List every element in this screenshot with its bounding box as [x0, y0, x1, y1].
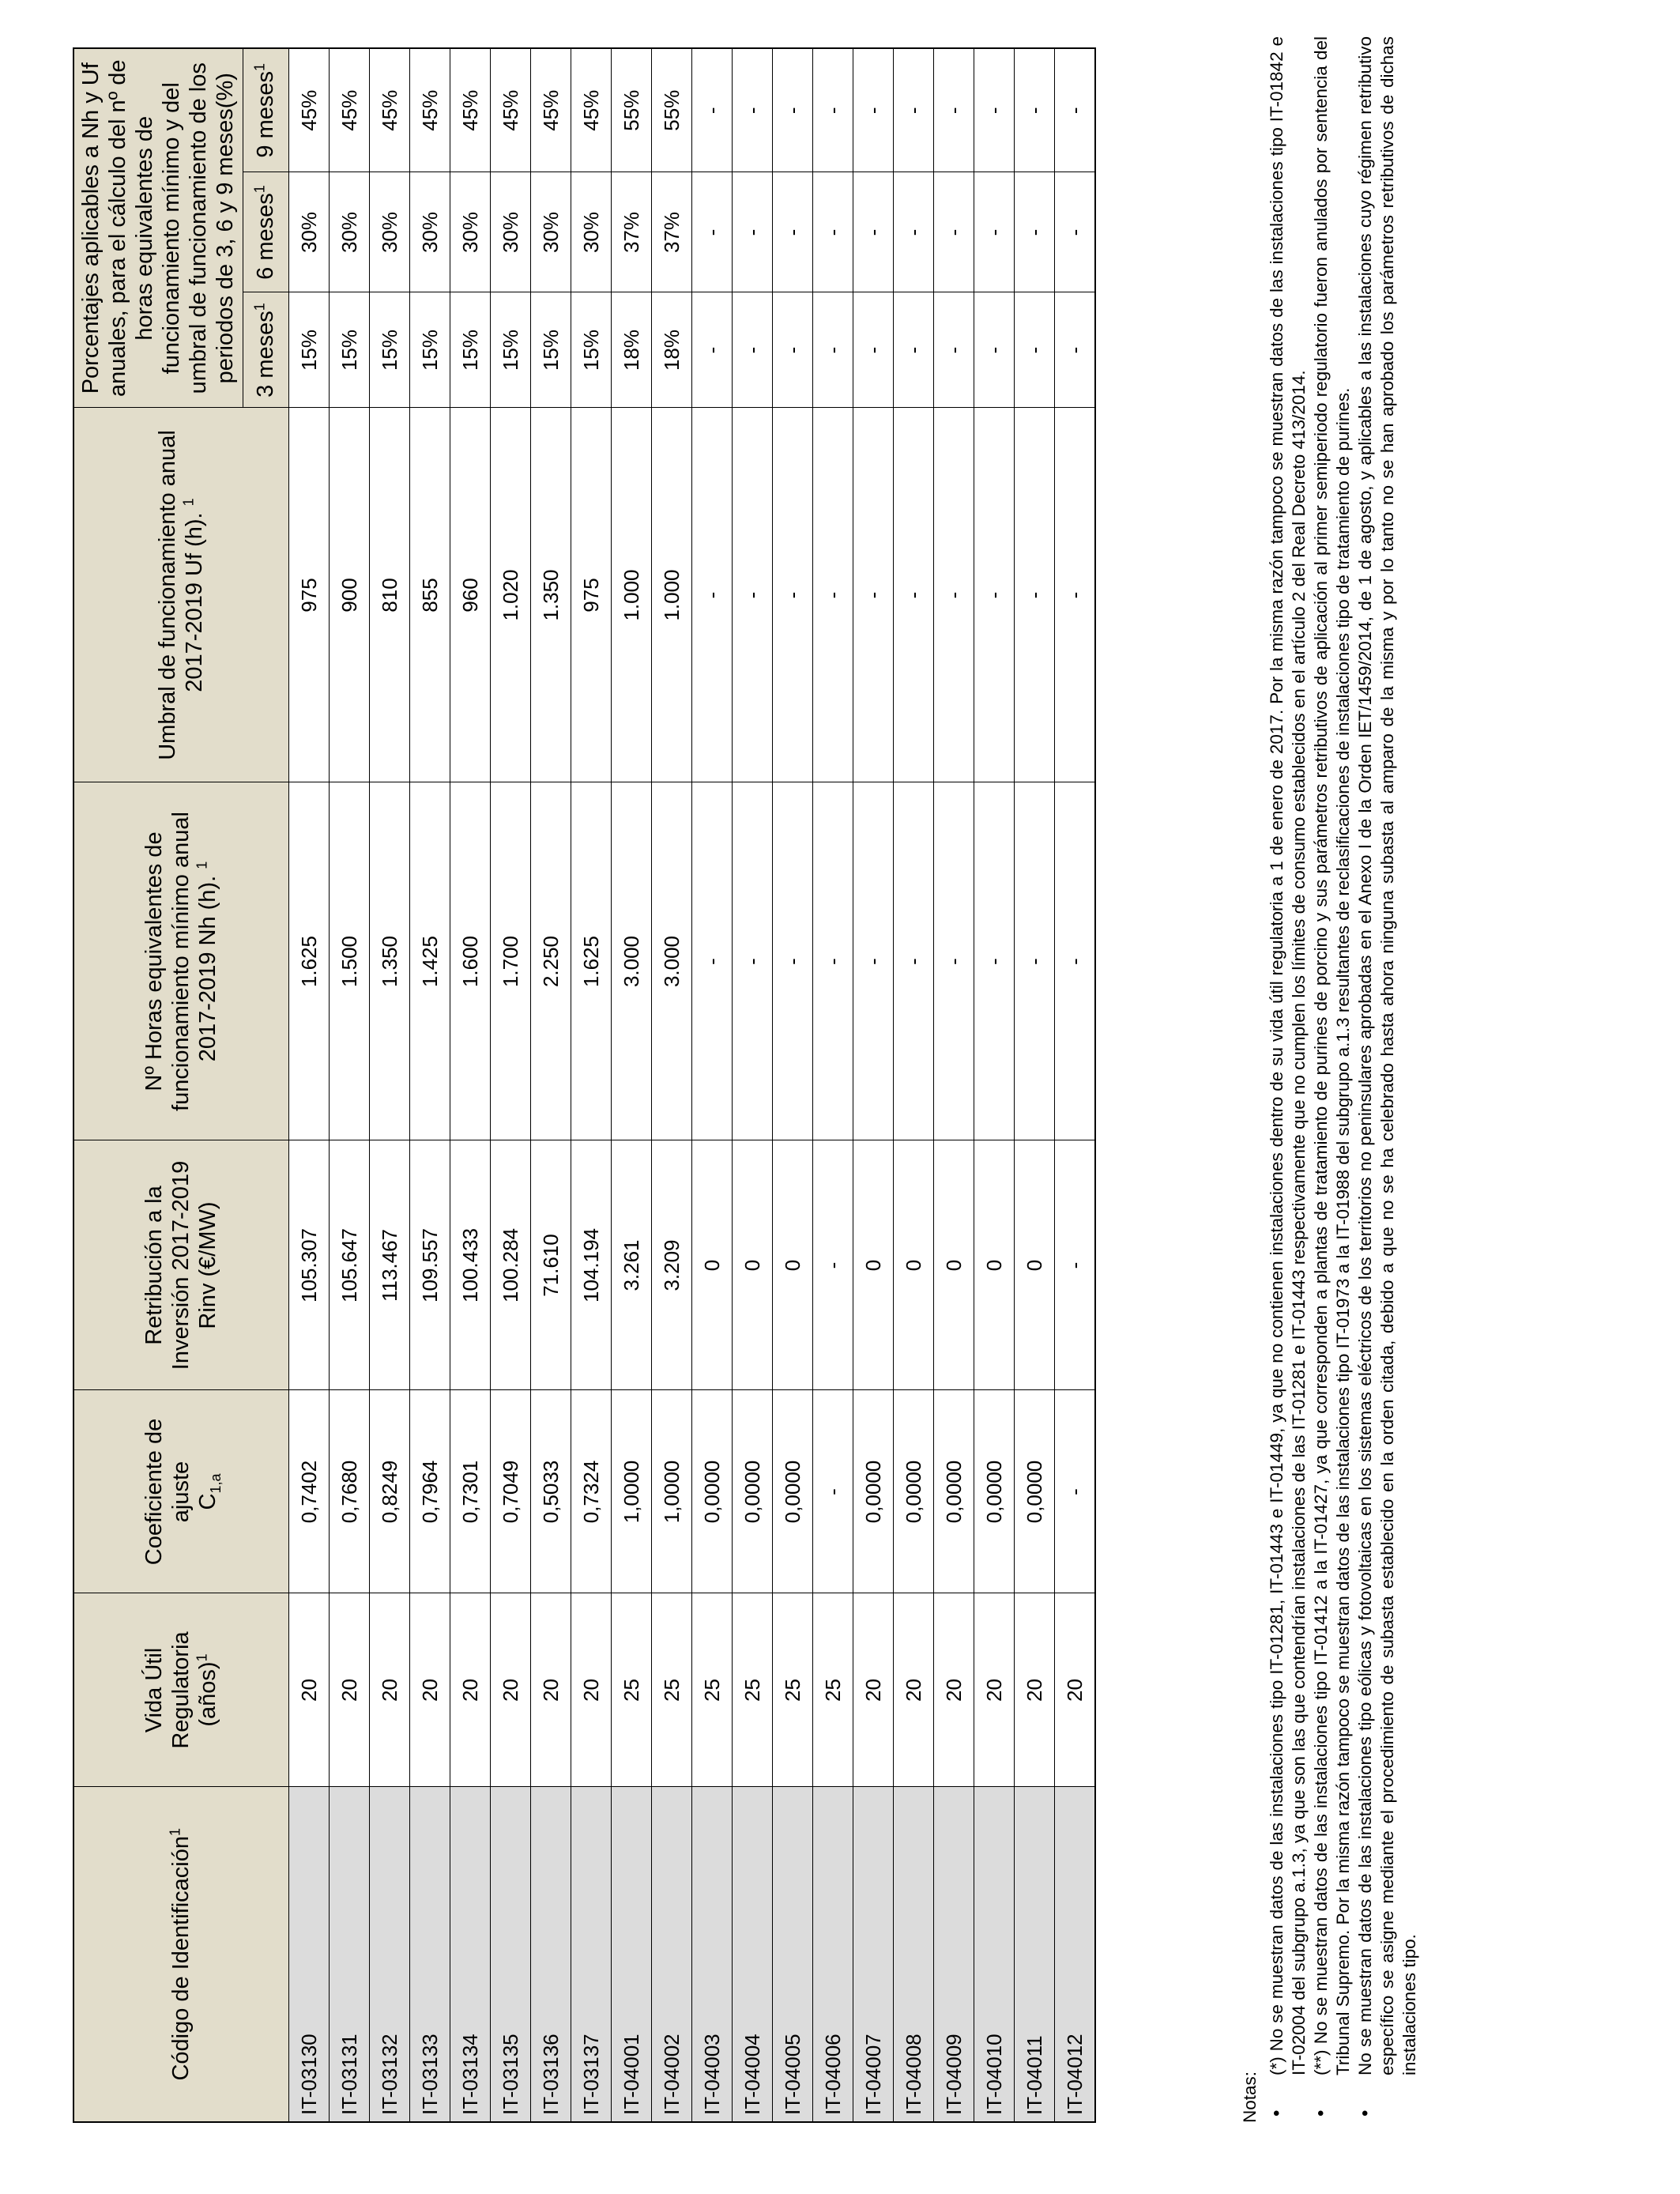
cell-9-meses: - — [933, 48, 974, 172]
cell-9-meses: 55% — [611, 48, 651, 172]
table-row — [1054, 48, 1095, 2122]
header-9-meses: 9 meses$^1$ — [243, 48, 288, 172]
table-row — [329, 48, 369, 2122]
cell-nh: 1.700 — [490, 782, 530, 1140]
cell-coeficiente: 0,0000 — [974, 1390, 1014, 1593]
cell-9-meses: 45% — [288, 48, 329, 172]
cell-coeficiente: 0,0000 — [933, 1390, 974, 1593]
cell-3-meses: 15% — [409, 292, 450, 408]
cell-coeficiente: 1,0000 — [651, 1390, 691, 1593]
cell-vida-util: 20 — [974, 1593, 1014, 1787]
notes-list — [1266, 36, 1421, 2123]
cell-nh: - — [974, 782, 1014, 1140]
cell-uf: - — [691, 408, 732, 782]
cell-3-meses: 15% — [329, 292, 369, 408]
cell-9-meses: 45% — [369, 48, 409, 172]
cell-9-meses: - — [1014, 48, 1054, 172]
cell-vida-util: 25 — [651, 1593, 691, 1787]
cell-9-meses: - — [772, 48, 812, 172]
cell-codigo: IT-03133 — [409, 1787, 450, 2122]
table-row — [651, 48, 691, 2122]
cell-uf: - — [893, 408, 933, 782]
cell-rinv: 104.194 — [571, 1140, 611, 1390]
cell-6-meses: - — [853, 172, 893, 292]
cell-uf: 855 — [409, 408, 450, 782]
cell-nh: - — [691, 782, 732, 1140]
notes-section — [1239, 36, 1421, 2123]
cell-3-meses: 15% — [369, 292, 409, 408]
cell-codigo: IT-03137 — [571, 1787, 611, 2122]
cell-nh: - — [1014, 782, 1054, 1140]
cell-rinv: 0 — [853, 1140, 893, 1390]
cell-rinv: 71.610 — [530, 1140, 571, 1390]
cell-6-meses: - — [893, 172, 933, 292]
cell-9-meses: - — [812, 48, 853, 172]
cell-uf: - — [1054, 408, 1095, 782]
table-row — [853, 48, 893, 2122]
bullet-icon: • — [1266, 2109, 1287, 2117]
cell-codigo: IT-04001 — [611, 1787, 651, 2122]
table-row — [812, 48, 853, 2122]
cell-codigo: IT-04002 — [651, 1787, 691, 2122]
cell-uf: - — [853, 408, 893, 782]
cell-vida-util: 20 — [288, 1593, 329, 1787]
cell-vida-util: 25 — [772, 1593, 812, 1787]
cell-nh: 1.425 — [409, 782, 450, 1140]
cell-uf: - — [772, 408, 812, 782]
cell-uf: - — [732, 408, 772, 782]
header-6-meses: 6 meses$^1$ — [243, 172, 288, 292]
cell-codigo: IT-03134 — [450, 1787, 490, 2122]
cell-9-meses: - — [732, 48, 772, 172]
cell-coeficiente: 0,7402 — [288, 1390, 329, 1593]
header-porcentajes: Porcentajes aplicables a Nh y Uf anuales, para el cálculo del nº de horas equivalentes de funcionamiento mínimo y del umbral de funcionamiento de los periodos de 3, 6 y 9 meses(%) — [73, 48, 243, 408]
cell-nh: - — [732, 782, 772, 1140]
cell-coeficiente: 0,7680 — [329, 1390, 369, 1593]
cell-vida-util: 20 — [369, 1593, 409, 1787]
cell-uf: 1.000 — [651, 408, 691, 782]
cell-9-meses: 55% — [651, 48, 691, 172]
cell-codigo: IT-03135 — [490, 1787, 530, 2122]
cell-codigo: IT-04006 — [812, 1787, 853, 2122]
table-row — [571, 48, 611, 2122]
cell-coeficiente: 0,0000 — [893, 1390, 933, 1593]
table-row — [409, 48, 450, 2122]
table-row — [772, 48, 812, 2122]
cell-6-meses: 37% — [651, 172, 691, 292]
cell-9-meses: 45% — [329, 48, 369, 172]
cell-rinv: 0 — [1014, 1140, 1054, 1390]
cell-vida-util: 20 — [1014, 1593, 1054, 1787]
note-item: • (*) No se muestran datos de las instalaciones tipo IT-01281, IT-01443 e IT-01449, ya que no contienen instalaciones dentro de su vida útil regulatoria a 1 de enero de 2017. Por la misma razón tampoco se muestran datos de las instalaciones tipo IT-01842 e IT-02004 del subgrupo a.1.3, ya que son las que contendrían instalaciones de las IT-01281 e IT-01443 respectivamente que no cumplen los límites de consumo establecidos en el artículo 2 del Real Decreto 413/2014. — [1266, 36, 1309, 2117]
cell-6-meses: 30% — [329, 172, 369, 292]
cell-9-meses: - — [974, 48, 1014, 172]
cell-vida-util: 20 — [450, 1593, 490, 1787]
cell-rinv: 0 — [974, 1140, 1014, 1390]
cell-uf: - — [1014, 408, 1054, 782]
cell-uf: 900 — [329, 408, 369, 782]
cell-vida-util: 20 — [530, 1593, 571, 1787]
header-codigo: Código de Identificación$^1$ — [73, 1787, 288, 2122]
cell-3-meses: 15% — [530, 292, 571, 408]
cell-coeficiente: 0,0000 — [853, 1390, 893, 1593]
cell-coeficiente: 0,0000 — [772, 1390, 812, 1593]
cell-codigo: IT-04012 — [1054, 1787, 1095, 2122]
cell-nh: - — [893, 782, 933, 1140]
header-vida-util: Vida Útil Regulatoria (años)$^1$ — [73, 1593, 288, 1787]
cell-3-meses: - — [893, 292, 933, 408]
cell-uf: 1.000 — [611, 408, 651, 782]
cell-rinv: 3.261 — [611, 1140, 651, 1390]
cell-coeficiente: 0,7301 — [450, 1390, 490, 1593]
cell-9-meses: - — [1054, 48, 1095, 172]
cell-6-meses: - — [691, 172, 732, 292]
cell-3-meses: 15% — [288, 292, 329, 408]
cell-6-meses: 37% — [611, 172, 651, 292]
cell-codigo: IT-04008 — [893, 1787, 933, 2122]
cell-9-meses: - — [853, 48, 893, 172]
cell-3-meses: - — [812, 292, 853, 408]
cell-nh: 1.350 — [369, 782, 409, 1140]
cell-vida-util: 20 — [409, 1593, 450, 1787]
cell-coeficiente: 0,5033 — [530, 1390, 571, 1593]
cell-vida-util: 20 — [490, 1593, 530, 1787]
cell-3-meses: - — [691, 292, 732, 408]
cell-9-meses: - — [691, 48, 732, 172]
cell-6-meses: 30% — [288, 172, 329, 292]
bullet-icon: • — [1310, 2109, 1332, 2117]
header-rinv: Retribución a la Inversión 2017-2019 Rinv (€/MW) — [73, 1140, 288, 1390]
cell-3-meses: - — [1014, 292, 1054, 408]
cell-coeficiente: 0,0000 — [732, 1390, 772, 1593]
cell-6-meses: - — [772, 172, 812, 292]
cell-uf: 975 — [571, 408, 611, 782]
cell-rinv: 3.209 — [651, 1140, 691, 1390]
cell-rinv: 0 — [732, 1140, 772, 1390]
table-row — [691, 48, 732, 2122]
cell-6-meses: 30% — [530, 172, 571, 292]
table-row — [288, 48, 329, 2122]
cell-codigo: IT-03130 — [288, 1787, 329, 2122]
cell-3-meses: 18% — [651, 292, 691, 408]
cell-9-meses: 45% — [409, 48, 450, 172]
cell-uf: 810 — [369, 408, 409, 782]
cell-vida-util: 25 — [732, 1593, 772, 1787]
cell-vida-util: 25 — [812, 1593, 853, 1787]
cell-codigo: IT-04011 — [1014, 1787, 1054, 2122]
cell-6-meses: - — [812, 172, 853, 292]
cell-rinv: 0 — [893, 1140, 933, 1390]
table-header — [73, 48, 288, 2122]
cell-nh: - — [853, 782, 893, 1140]
table-row — [933, 48, 974, 2122]
table-row — [974, 48, 1014, 2122]
cell-9-meses: 45% — [571, 48, 611, 172]
table-row — [530, 48, 571, 2122]
cell-nh: - — [772, 782, 812, 1140]
cell-coeficiente: 0,0000 — [691, 1390, 732, 1593]
cell-codigo: IT-04005 — [772, 1787, 812, 2122]
cell-uf: - — [812, 408, 853, 782]
cell-nh: 3.000 — [611, 782, 651, 1140]
cell-6-meses: - — [732, 172, 772, 292]
cell-nh: 1.625 — [571, 782, 611, 1140]
cell-6-meses: - — [1054, 172, 1095, 292]
cell-vida-util: 20 — [853, 1593, 893, 1787]
cell-3-meses: 15% — [571, 292, 611, 408]
note-item: • No se muestran datos de las instalaciones tipo eólicas y fotovoltaicas en los sistemas eléctricos de los territorios no peninsulares aprobadas en el Anexo I de la Orden IET/1459/2014, de 1 de agosto, y aplicables a las instalaciones cuyo régimen retributivo específico se asigne mediante el procedimiento de subasta establecido en la orden citada, debido a que no se ha celebrado hasta ahora ninguna subasta al amparo de la misma y por lo tanto no se han aprobado los parámetros retributivos de dichas instalaciones tipo. — [1354, 36, 1419, 2117]
cell-rinv: 113.467 — [369, 1140, 409, 1390]
cell-uf: 1.020 — [490, 408, 530, 782]
header-coeficiente: Coeficiente de ajuste $C_{1,a}$ — [73, 1390, 288, 1593]
cell-3-meses: 18% — [611, 292, 651, 408]
cell-6-meses: 30% — [490, 172, 530, 292]
table-row — [450, 48, 490, 2122]
cell-3-meses: - — [1054, 292, 1095, 408]
header-nh: Nº Horas equivalentes de funcionamiento mínimo anual 2017-2019 Nh (h). $^1$ — [73, 782, 288, 1140]
cell-rinv: 105.307 — [288, 1140, 329, 1390]
cell-coeficiente: 0,7324 — [571, 1390, 611, 1593]
cell-codigo: IT-03132 — [369, 1787, 409, 2122]
cell-6-meses: - — [1014, 172, 1054, 292]
cell-uf: - — [933, 408, 974, 782]
header-uf: Umbral de funcionamiento anual 2017-2019 Uf (h). $^1$ — [73, 408, 288, 782]
cell-nh: - — [812, 782, 853, 1140]
cell-rinv: - — [1054, 1140, 1095, 1390]
cell-vida-util: 20 — [329, 1593, 369, 1787]
cell-3-meses: - — [853, 292, 893, 408]
cell-coeficiente: 0,7964 — [409, 1390, 450, 1593]
cell-uf: 960 — [450, 408, 490, 782]
cell-nh: 1.500 — [329, 782, 369, 1140]
cell-9-meses: 45% — [490, 48, 530, 172]
cell-coeficiente: 0,7049 — [490, 1390, 530, 1593]
cell-rinv: 100.433 — [450, 1140, 490, 1390]
cell-rinv: 0 — [772, 1140, 812, 1390]
cell-9-meses: - — [893, 48, 933, 172]
cell-3-meses: - — [732, 292, 772, 408]
cell-nh: 2.250 — [530, 782, 571, 1140]
cell-uf: - — [974, 408, 1014, 782]
cell-codigo: IT-04010 — [974, 1787, 1014, 2122]
cell-nh: - — [1054, 782, 1095, 1140]
cell-9-meses: 45% — [530, 48, 571, 172]
cell-nh: 3.000 — [651, 782, 691, 1140]
cell-vida-util: 20 — [1054, 1593, 1095, 1787]
cell-uf: 975 — [288, 408, 329, 782]
cell-rinv: 109.557 — [409, 1140, 450, 1390]
cell-vida-util: 20 — [571, 1593, 611, 1787]
table-row — [732, 48, 772, 2122]
header-3-meses: 3 meses$^1$ — [243, 292, 288, 408]
cell-coeficiente: 0,8249 — [369, 1390, 409, 1593]
cell-vida-util: 25 — [611, 1593, 651, 1787]
cell-vida-util: 20 — [933, 1593, 974, 1787]
cell-rinv: 105.647 — [329, 1140, 369, 1390]
cell-nh: 1.600 — [450, 782, 490, 1140]
table-row — [490, 48, 530, 2122]
bullet-icon: • — [1354, 2109, 1376, 2117]
cell-codigo: IT-04009 — [933, 1787, 974, 2122]
cell-coeficiente: - — [812, 1390, 853, 1593]
cell-uf: 1.350 — [530, 408, 571, 782]
cell-3-meses: - — [933, 292, 974, 408]
cell-3-meses: 15% — [490, 292, 530, 408]
cell-rinv: 100.284 — [490, 1140, 530, 1390]
cell-codigo: IT-03136 — [530, 1787, 571, 2122]
table-row — [369, 48, 409, 2122]
cell-rinv: 0 — [691, 1140, 732, 1390]
cell-vida-util: 25 — [691, 1593, 732, 1787]
table-body — [288, 48, 1095, 2122]
cell-6-meses: - — [933, 172, 974, 292]
note-item: • (**) No se muestran datos de las instalaciones tipo IT-01412 a la IT-01427, ya que corresponden a plantas de tratamiento de purines de porcino y sus parámetros retributivos de aplicación al primer semiperiodo regulatorio fueron anulados por sentencia del Tribunal Supremo. Por la misma razón tampoco se muestran datos de las instalaciones tipo IT-01973 a la IT-01988 del subgrupo a.1.3 resultantes de reclasificaciones de instalaciones tipo de tratamiento de purines. — [1310, 36, 1353, 2117]
cell-nh: 1.625 — [288, 782, 329, 1140]
cell-codigo: IT-03131 — [329, 1787, 369, 2122]
cell-3-meses: - — [772, 292, 812, 408]
cell-coeficiente: - — [1054, 1390, 1095, 1593]
cell-codigo: IT-04007 — [853, 1787, 893, 2122]
cell-rinv: - — [812, 1140, 853, 1390]
cell-6-meses: 30% — [450, 172, 490, 292]
cell-coeficiente: 0,0000 — [1014, 1390, 1054, 1593]
cell-nh: - — [933, 782, 974, 1140]
cell-vida-util: 20 — [893, 1593, 933, 1787]
cell-3-meses: - — [974, 292, 1014, 408]
notes-label: Notas: — [1240, 2071, 1260, 2123]
cell-6-meses: - — [974, 172, 1014, 292]
cell-rinv: 0 — [933, 1140, 974, 1390]
table-row — [611, 48, 651, 2122]
cell-6-meses: 30% — [571, 172, 611, 292]
retribution-table — [73, 47, 1096, 2123]
cell-coeficiente: 1,0000 — [611, 1390, 651, 1593]
table-row — [893, 48, 933, 2122]
cell-codigo: IT-04004 — [732, 1787, 772, 2122]
cell-6-meses: 30% — [409, 172, 450, 292]
cell-6-meses: 30% — [369, 172, 409, 292]
cell-codigo: IT-04003 — [691, 1787, 732, 2122]
cell-3-meses: 15% — [450, 292, 490, 408]
table-row — [1014, 48, 1054, 2122]
cell-9-meses: 45% — [450, 48, 490, 172]
